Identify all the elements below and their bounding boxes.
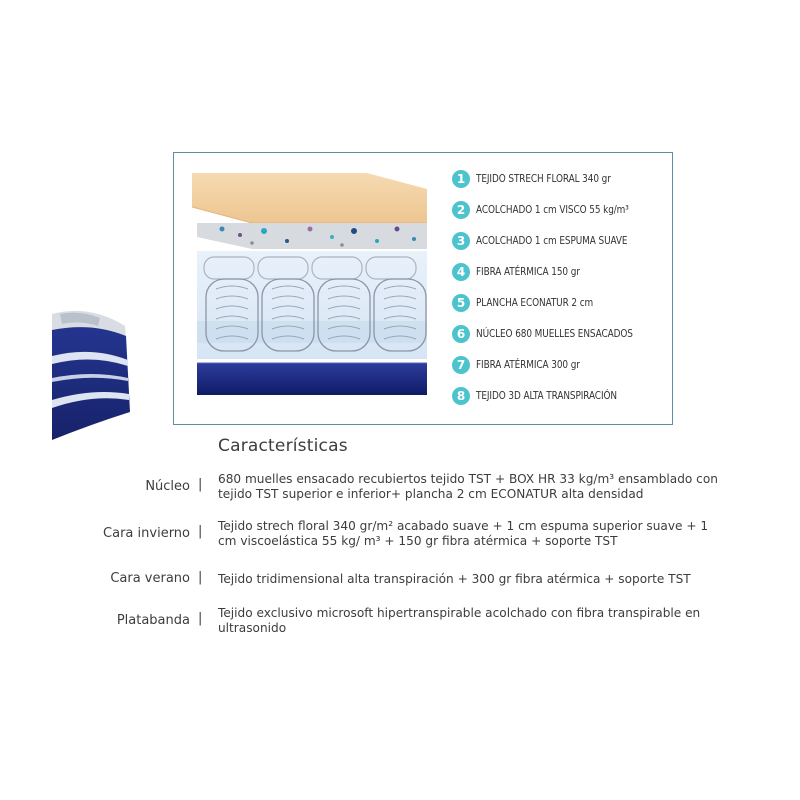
legend-number-badge: 4 <box>452 263 470 281</box>
characteristic-separator: | <box>198 570 203 585</box>
legend-number-badge: 2 <box>452 201 470 219</box>
characteristic-label: Cara invierno <box>103 526 190 541</box>
layer-visco-foam <box>197 223 427 249</box>
mattress-photo <box>0 300 140 460</box>
legend-label: TEJIDO 3D ALTA TRANSPIRACIÓN <box>476 389 617 402</box>
legend-label: FIBRA ATÉRMICA 300 gr <box>476 358 580 371</box>
legend-number-badge: 5 <box>452 294 470 312</box>
layers-legend <box>452 163 667 411</box>
legend-item <box>452 163 667 194</box>
layer-3d-fabric <box>197 363 427 395</box>
legend-number-badge: 1 <box>452 170 470 188</box>
legend-label: TEJIDO STRECH FLORAL 340 gr <box>476 172 611 185</box>
legend-item <box>452 287 667 318</box>
legend-number-badge: 8 <box>452 387 470 405</box>
characteristic-text: Tejido exclusivo microsoft hipertranspirable acolchado con fibra transpirable en ultrasonido <box>218 605 701 635</box>
characteristic-label: Cara verano <box>110 571 190 586</box>
legend-label: NÚCLEO 680 MUELLES ENSACADOS <box>476 327 633 340</box>
characteristic-separator: | <box>198 524 203 539</box>
legend-label: ACOLCHADO 1 cm VISCO 55 kg/m³ <box>476 203 629 216</box>
legend-label: PLANCHA ECONATUR 2 cm <box>476 296 594 309</box>
legend-label: ACOLCHADO 1 cm ESPUMA SUAVE <box>476 234 628 247</box>
legend-number-badge: 3 <box>452 232 470 250</box>
characteristics-title: Características <box>218 436 348 456</box>
characteristic-text: Tejido tridimensional alta transpiración + 300 gr fibra atérmica + soporte TST <box>218 571 691 586</box>
legend-item <box>452 225 667 256</box>
layers-diagram-panel <box>173 152 673 425</box>
legend-item <box>452 349 667 380</box>
characteristic-label: Platabanda <box>116 613 190 628</box>
layer-floral-fabric <box>192 173 427 223</box>
characteristic-separator: | <box>198 477 203 492</box>
legend-item <box>452 256 667 287</box>
characteristic-separator: | <box>198 611 203 626</box>
legend-item <box>452 380 667 411</box>
characteristic-label: Núcleo <box>145 479 190 494</box>
legend-item <box>452 194 667 225</box>
legend-item <box>452 318 667 349</box>
characteristic-text: 680 muelles ensacado recubiertos tejido TST + BOX HR 33 kg/m³ ensamblado con tejido TST superior e inferior+ plancha 2 cm ECONATUR alta densidad <box>218 471 718 501</box>
legend-number-badge: 6 <box>452 325 470 343</box>
legend-label: FIBRA ATÉRMICA 150 gr <box>476 265 580 278</box>
mattress-layers-illustration <box>192 171 437 403</box>
legend-number-badge: 7 <box>452 356 470 374</box>
characteristic-text: Tejido strech floral 340 gr/m² acabado suave + 1 cm espuma superior suave + 1 cm viscoelástica 55 kg/ m³ + 150 gr fibra atérmica + soporte TST <box>218 518 709 548</box>
